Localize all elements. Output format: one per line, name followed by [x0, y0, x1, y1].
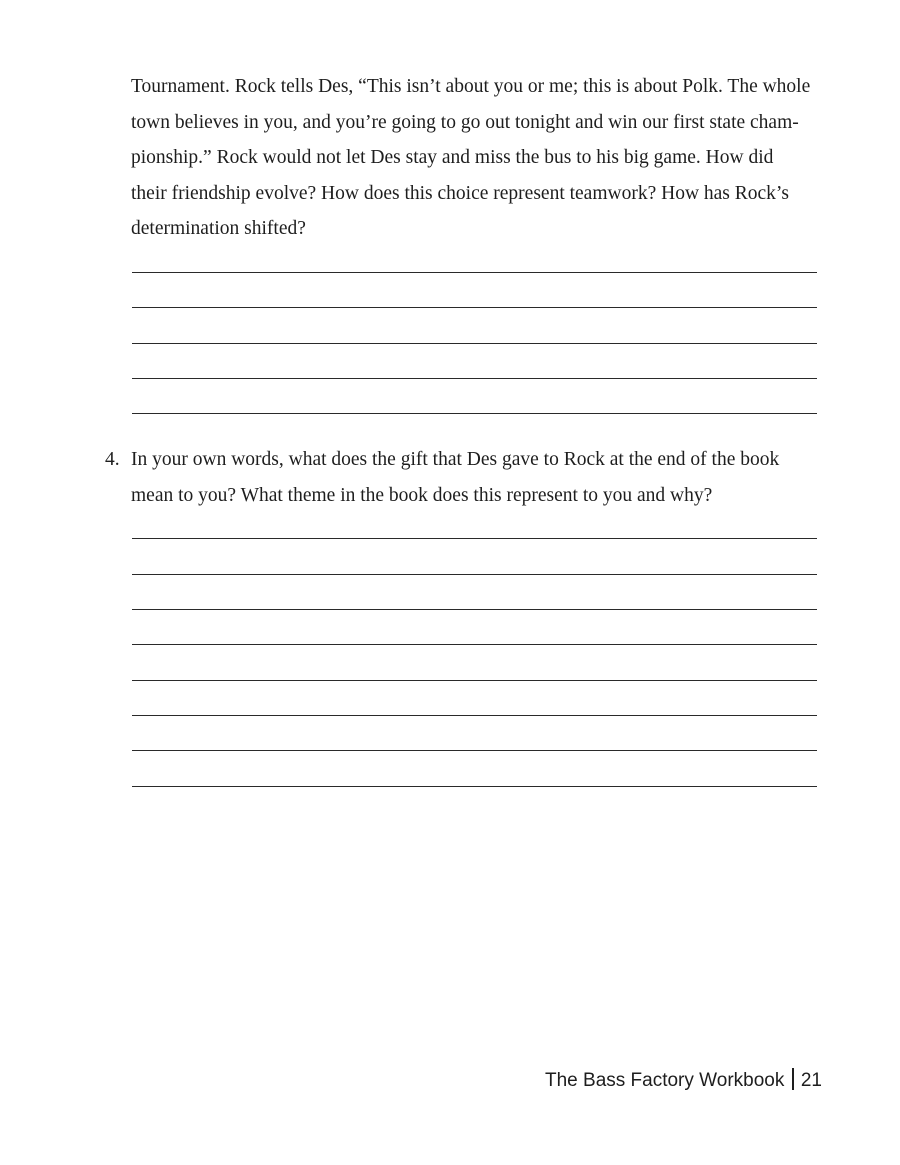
question-4-number: 4. [105, 449, 120, 470]
answer-line[interactable] [132, 343, 817, 344]
answer-line[interactable] [132, 644, 817, 645]
question-4-line: In your own words, what does the gift that Des gave to Rock at the end of the book [131, 449, 780, 470]
answer-line[interactable] [132, 609, 817, 610]
answer-line[interactable] [132, 378, 817, 379]
question-3-line: Tournament. Rock tells Des, “This isn’t about you or me; this is about Polk. The whole [131, 76, 811, 97]
question-3-line: town believes in you, and you’re going to go out tonight and win our first state cham- [131, 111, 799, 133]
answer-line[interactable] [132, 786, 817, 787]
question-3-line: pionship.” Rock would not let Des stay and miss the bus to his big game. How did [131, 147, 774, 168]
page-footer [545, 1068, 822, 1092]
question-3-text [131, 69, 831, 247]
answer-line[interactable] [132, 413, 817, 414]
question-4-line: mean to you? What theme in the book does this represent to you and why? [131, 484, 713, 506]
question-3-line: their friendship evolve? How does this choice represent teamwork? How has Rock’s [131, 182, 789, 204]
answer-line[interactable] [132, 750, 817, 751]
footer-book-title: The Bass Factory Workbook [545, 1070, 785, 1091]
answer-line[interactable] [132, 307, 817, 308]
answer-line[interactable] [132, 272, 817, 273]
answer-line[interactable] [132, 715, 817, 716]
question-3-line: determination shifted? [131, 218, 306, 239]
question-4-text [131, 442, 831, 513]
answer-line[interactable] [132, 680, 817, 681]
answer-line[interactable] [132, 538, 817, 539]
footer-page-number: 21 [800, 1070, 822, 1091]
footer-separator [792, 1068, 794, 1090]
answer-line[interactable] [132, 574, 817, 575]
